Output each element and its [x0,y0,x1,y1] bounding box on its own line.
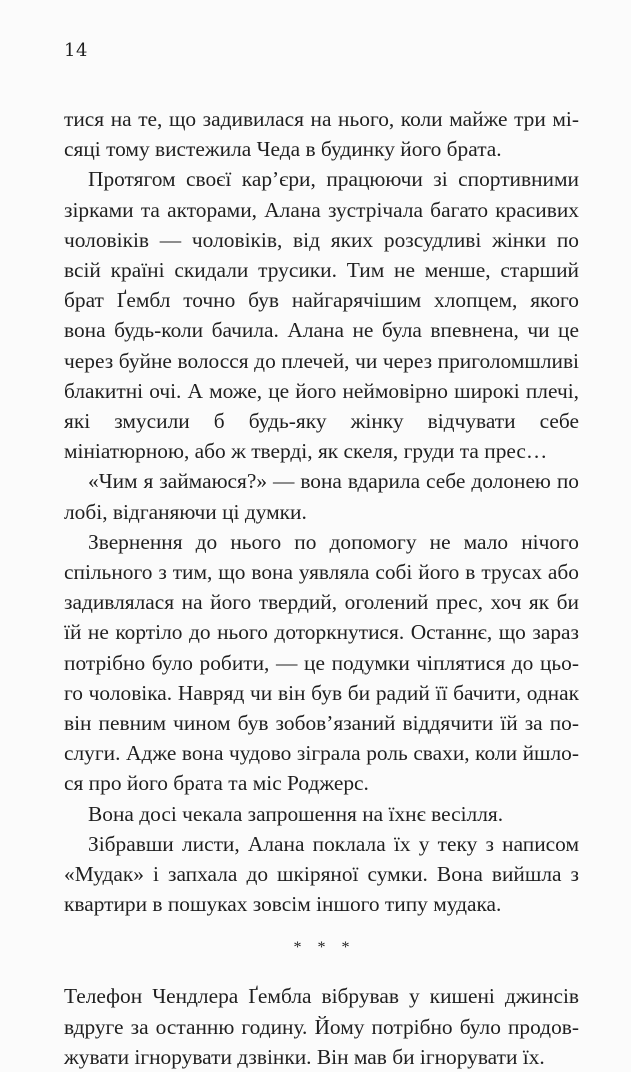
page-number: 14 [64,40,88,61]
section-separator: * * * [293,939,356,957]
paragraph-1: тися на те, що задивилася на нього, коли майже три місяці тому вистежила Чеда в будинку його брата. [64,107,579,162]
page-text [64,104,579,1072]
paragraph-3: «Чим я займаюся?» — вона вдарила себе долонею по лобі, відганяючи ці думки. [64,469,579,524]
paragraph-2: Протягом своєї кар’єри, працюючи зі спортивними зірками та акторами, Алана зустрічала багато красивих чоловіків — чоловіків, від яких розсудливі жінки по всій країні скидали трусики. Тим не менше, старший брат Ґембл точно був найгарячішим хлопцем, якого вона будь-коли бачила. Алана не була впевнена, чи це через буйне волосся до плечей, чи через приголомшливі блакитні очі. А може, це його неймовірно широкі плечі, які змусили б будь-яку жінку відчувати себе мініатюрною, або ж тверді, як скеля, груди та прес… [64,167,579,464]
paragraph-7: Телефон Чендлера Ґембла вібрував у кишені джинсів вдруге за останню годину. Йому потрібно було продовжувати ігнорувати дзвінки. Він мав би ігнорувати їх. [64,984,579,1069]
paragraph-5: Вона досі чекала запрошення на їхнє весілля. [88,801,504,826]
paragraph-6: Зібравши листи, Алана поклала їх у теку з написом «Мудак» і запхала до шкіряної сумки. Вона вийшла з квартири в пошуках зовсім іншого типу мудака. [64,831,579,917]
paragraph-4: Звернення до нього по допомогу не мало нічого спільного з тим, що вона уявляла собі його в трусах або задивлялася на його твердий, оголений прес, хоч як би їй не кортіло до нього доторкнутися. Останнє, що зараз потрібно було робити, — це подумки чіплятися до цього чоловіка. Навряд чи він був би радий її бачити, однак він певним чином був зобов’язаний віддячити їй за послуги. Адже вона чудово зіграла роль свахи, коли йшлося про його брата та міс Роджерс. [64,529,579,796]
